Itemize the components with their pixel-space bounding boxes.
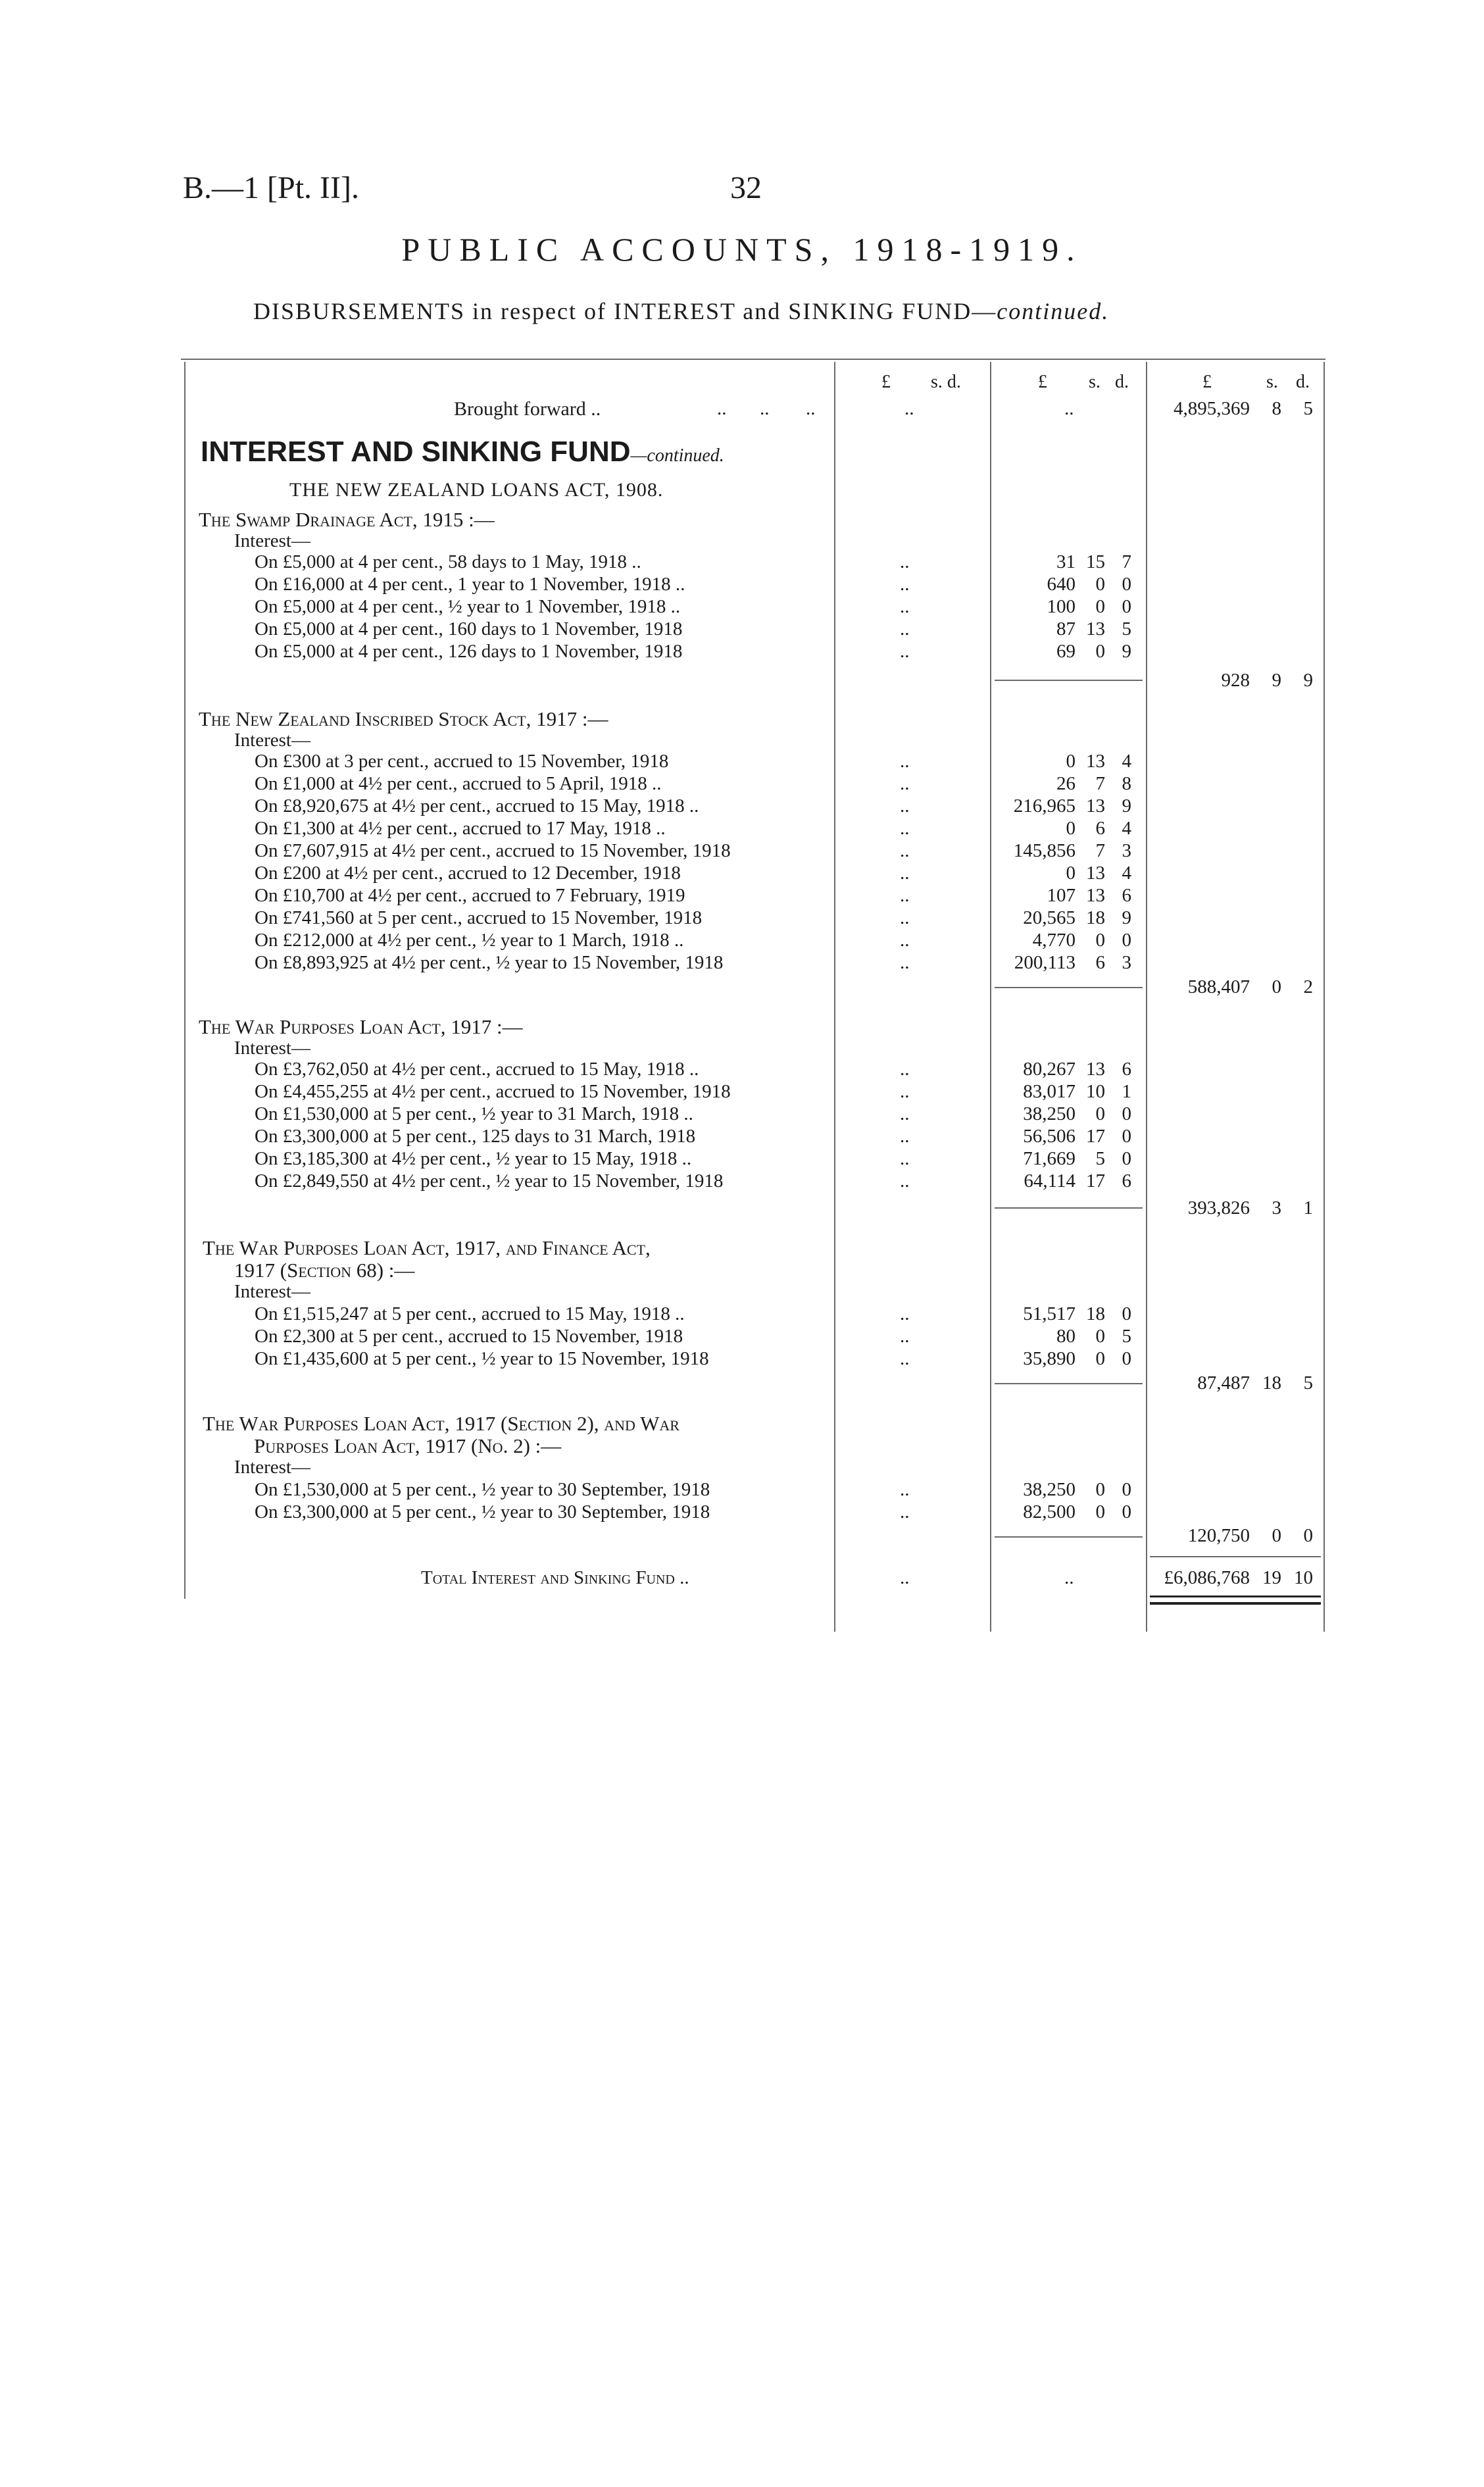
table-row [0, 1170, 1484, 1193]
brought-forward-pence: 5 [1303, 398, 1313, 419]
brought-forward-row [0, 398, 1484, 420]
group-total-shillings: 3 [1272, 1197, 1281, 1218]
row-description: On £5,000 at 4 per cent., 58 days to 1 May, 1918 .. [255, 551, 641, 572]
row-pence: 0 [1122, 1479, 1131, 1500]
row-shillings: 0 [1095, 930, 1105, 951]
group-total-pounds: 87,487 [1197, 1372, 1250, 1394]
brought-forward-dots: .. [760, 398, 770, 419]
row-pounds: 56,506 [1023, 1126, 1076, 1147]
row-pounds: 51,517 [1023, 1303, 1076, 1324]
table-row [0, 952, 1484, 974]
row-shillings: 6 [1095, 818, 1105, 839]
table-row [0, 1059, 1484, 1081]
group-heading: The War Purposes Loan Act, 1917 (Section 2), and War [203, 1412, 680, 1435]
table-row [0, 885, 1484, 907]
row-dots: .. [900, 1059, 910, 1080]
row-pence: 0 [1122, 1348, 1131, 1369]
row-shillings: 7 [1095, 773, 1105, 794]
row-dots: .. [900, 574, 910, 595]
group-heading: The Swamp Drainage Act, 1915 :— [199, 508, 495, 531]
table-row [0, 574, 1484, 596]
row-description: On £2,849,550 at 4½ per cent., ½ year to 15 November, 1918 [255, 1170, 724, 1192]
row-shillings: 0 [1095, 1348, 1105, 1369]
group-total-pence: 2 [1303, 976, 1313, 997]
row-description: On £1,435,600 at 5 per cent., ½ year to 15 November, 1918 [255, 1348, 709, 1369]
row-dots: .. [900, 1126, 910, 1147]
section-heading [201, 436, 724, 468]
report-reference: B.—1 [Pt. II]. [183, 170, 359, 205]
row-dots: .. [900, 1303, 910, 1324]
table-row [0, 641, 1484, 663]
row-description: On £3,300,000 at 5 per cent., ½ year to 30 September, 1918 [255, 1501, 710, 1522]
row-description: On £3,185,300 at 4½ per cent., ½ year to 15 May, 1918 .. [255, 1148, 692, 1169]
col2-dots: .. [1064, 1567, 1074, 1588]
row-pounds: 0 [1066, 863, 1076, 884]
row-pounds: 38,250 [1023, 1479, 1076, 1500]
row-pounds: 31 [1056, 551, 1076, 572]
row-description: On £212,000 at 4½ per cent., ½ year to 1 March, 1918 .. [255, 930, 684, 951]
row-shillings: 6 [1095, 952, 1105, 973]
row-pence: 0 [1122, 1126, 1131, 1147]
row-shillings: 10 [1086, 1081, 1105, 1102]
row-description: On £8,920,675 at 4½ per cent., accrued to 15 May, 1918 .. [255, 795, 699, 816]
row-pounds: 640 [1047, 574, 1076, 595]
table-row [0, 840, 1484, 863]
table-row [0, 551, 1484, 574]
table-row [0, 795, 1484, 818]
grand-total-label: Total Interest and Sinking Fund .. [421, 1567, 689, 1588]
row-pence: 7 [1122, 551, 1131, 572]
row-description: On £200 at 4½ per cent., accrued to 12 December, 1918 [255, 863, 681, 884]
double-rule-bottom [1150, 1602, 1321, 1605]
col1-dots: .. [900, 1567, 910, 1588]
row-pence: 0 [1122, 1303, 1131, 1324]
group-total-pounds: 120,750 [1187, 1525, 1250, 1546]
row-pounds: 216,965 [1013, 795, 1076, 816]
row-shillings: 13 [1086, 618, 1105, 640]
row-shillings: 0 [1095, 641, 1105, 662]
group-total-pounds: 588,407 [1187, 976, 1250, 997]
row-dots: .. [900, 641, 910, 662]
group-total-pounds: 393,826 [1187, 1197, 1250, 1218]
act-heading: THE NEW ZEALAND LOANS ACT, 1908. [289, 479, 664, 501]
group-heading: The New Zealand Inscribed Stock Act, 1917 :— [199, 707, 608, 730]
col2-dots: .. [1064, 398, 1074, 419]
col1-sd-head: s. d. [931, 372, 961, 392]
interest-label: Interest— [234, 1457, 310, 1478]
row-description: On £10,700 at 4½ per cent., accrued to 7 February, 1919 [255, 885, 685, 906]
row-dots: .. [900, 1326, 910, 1347]
row-dots: .. [900, 952, 910, 973]
double-rule-top [1150, 1595, 1321, 1597]
row-pounds: 0 [1066, 751, 1076, 772]
row-dots: .. [900, 1170, 910, 1192]
row-pounds: 80 [1056, 1326, 1076, 1347]
row-description: On £5,000 at 4 per cent., ½ year to 1 November, 1918 .. [255, 596, 681, 617]
row-shillings: 0 [1095, 574, 1105, 595]
section-title: INTEREST AND SINKING FUND [201, 436, 631, 468]
row-dots: .. [900, 818, 910, 839]
subtitle-main: DISBURSEMENTS in respect of INTEREST and SINKING FUND— [253, 298, 997, 324]
section-continued: —continued. [630, 445, 724, 466]
group-total-shillings: 18 [1262, 1372, 1281, 1394]
row-shillings: 5 [1095, 1148, 1105, 1169]
group-total-pounds: 928 [1221, 670, 1250, 691]
row-shillings: 0 [1095, 1326, 1105, 1347]
row-pounds: 100 [1047, 596, 1076, 617]
row-pence: 0 [1122, 930, 1131, 951]
table-row [0, 930, 1484, 952]
col3-pound-head: £ [1202, 372, 1212, 392]
row-pounds: 87 [1056, 618, 1076, 640]
row-description: On £3,300,000 at 5 per cent., 125 days to 31 March, 1918 [255, 1126, 696, 1147]
row-pence: 9 [1122, 907, 1131, 928]
col3-d-head: d. [1296, 372, 1310, 392]
group-total-pence: 1 [1303, 1197, 1313, 1218]
interest-label: Interest— [234, 530, 310, 551]
row-description: On £1,515,247 at 5 per cent., accrued to 15 May, 1918 .. [255, 1303, 685, 1324]
row-shillings: 15 [1086, 551, 1105, 572]
row-pence: 0 [1122, 596, 1131, 617]
row-shillings: 17 [1086, 1126, 1105, 1147]
row-dots: .. [900, 773, 910, 794]
row-dots: .. [900, 1148, 910, 1169]
col3-s-head: s. [1266, 372, 1278, 392]
total-rule [1150, 1556, 1321, 1557]
brought-forward-shillings: 8 [1272, 398, 1281, 419]
brought-forward-label: Brought forward .. [454, 398, 601, 420]
row-shillings: 0 [1095, 596, 1105, 617]
group-total-shillings: 9 [1272, 670, 1281, 691]
row-pence: 9 [1122, 641, 1131, 662]
group-heading: The War Purposes Loan Act, 1917 :— [199, 1015, 523, 1038]
col2-d-head: d. [1115, 372, 1129, 392]
row-shillings: 17 [1086, 1170, 1105, 1192]
row-pounds: 26 [1056, 773, 1076, 794]
table-row [0, 1479, 1484, 1501]
row-pence: 0 [1122, 1103, 1131, 1124]
table-row [0, 818, 1484, 840]
row-pence: 3 [1122, 952, 1131, 973]
row-dots: .. [900, 551, 910, 572]
row-shillings: 13 [1086, 795, 1105, 816]
brought-forward-dots: .. [806, 398, 816, 419]
group-total-pence: 0 [1303, 1525, 1313, 1546]
row-description: On £8,893,925 at 4½ per cent., ½ year to 15 November, 1918 [255, 952, 724, 973]
row-shillings: 0 [1095, 1501, 1105, 1522]
interest-label: Interest— [234, 730, 310, 751]
table-row [0, 596, 1484, 618]
table-row [0, 618, 1484, 641]
row-description: On £300 at 3 per cent., accrued to 15 November, 1918 [255, 751, 669, 772]
subtitle-continued: continued. [997, 298, 1110, 324]
row-dots: .. [900, 863, 910, 884]
row-dots: .. [900, 1103, 910, 1124]
row-description: On £1,300 at 4½ per cent., accrued to 17 May, 1918 .. [255, 818, 666, 839]
col2-pound-head: £ [1038, 372, 1047, 392]
group-total-pence: 9 [1303, 670, 1313, 691]
row-pence: 5 [1122, 618, 1131, 640]
group-heading-continued: Purposes Loan Act, 1917 (No. 2) :— [254, 1434, 562, 1457]
row-shillings: 13 [1086, 751, 1105, 772]
table-row [0, 863, 1484, 885]
row-pence: 1 [1122, 1081, 1131, 1102]
group-total-row [0, 1197, 1484, 1220]
row-pence: 0 [1122, 1501, 1131, 1522]
page-title: PUBLIC ACCOUNTS, 1918-1919. [401, 231, 1083, 268]
row-description: On £5,000 at 4 per cent., 126 days to 1 November, 1918 [255, 641, 683, 662]
grand-total-shillings: 19 [1262, 1567, 1281, 1588]
row-dots: .. [900, 1081, 910, 1102]
page-subtitle [253, 297, 1109, 325]
row-pounds: 82,500 [1023, 1501, 1076, 1522]
row-pence: 9 [1122, 795, 1131, 816]
row-dots: .. [900, 618, 910, 640]
row-dots: .. [900, 596, 910, 617]
group-heading-continued: 1917 (Section 68) :— [234, 1259, 415, 1282]
brought-forward-dots: .. [717, 398, 727, 419]
row-dots: .. [900, 1501, 910, 1522]
row-description: On £5,000 at 4 per cent., 160 days to 1 November, 1918 [255, 618, 683, 640]
table-row [0, 751, 1484, 773]
col1-pound-head: £ [881, 372, 891, 392]
group-total-pence: 5 [1303, 1372, 1313, 1394]
row-description: On £3,762,050 at 4½ per cent., accrued to 15 May, 1918 .. [255, 1059, 699, 1080]
row-dots: .. [900, 1348, 910, 1369]
row-dots: .. [900, 795, 910, 816]
row-pounds: 107 [1047, 885, 1076, 906]
grand-total-pounds: £6,086,768 [1164, 1567, 1250, 1588]
table-row [0, 1081, 1484, 1103]
table-top-rule [181, 359, 1325, 360]
row-pence: 4 [1122, 751, 1131, 772]
group-total-shillings: 0 [1272, 1525, 1281, 1546]
row-pounds: 38,250 [1023, 1103, 1076, 1124]
row-pence: 5 [1122, 1326, 1131, 1347]
row-shillings: 18 [1086, 907, 1105, 928]
table-row [0, 1326, 1484, 1348]
table-row [0, 907, 1484, 930]
col2-s-head: s. [1089, 372, 1101, 392]
row-description: On £2,300 at 5 per cent., accrued to 15 November, 1918 [255, 1326, 683, 1347]
grand-total-pence: 10 [1294, 1567, 1313, 1588]
row-dots: .. [900, 885, 910, 906]
row-description: On £741,560 at 5 per cent., accrued to 15 November, 1918 [255, 907, 703, 928]
row-pence: 0 [1122, 574, 1131, 595]
row-pounds: 64,114 [1024, 1170, 1076, 1192]
grand-total-row [0, 1567, 1484, 1590]
row-pounds: 0 [1066, 818, 1076, 839]
table-row [0, 1303, 1484, 1326]
table-row [0, 1501, 1484, 1524]
row-shillings: 7 [1095, 840, 1105, 861]
row-description: On £1,530,000 at 5 per cent., ½ year to 31 March, 1918 .. [255, 1103, 693, 1124]
group-heading: The War Purposes Loan Act, 1917, and Finance Act, [203, 1236, 651, 1259]
table-row [0, 773, 1484, 795]
row-shillings: 13 [1086, 863, 1105, 884]
group-total-row [0, 670, 1484, 692]
row-pounds: 83,017 [1023, 1081, 1076, 1102]
interest-label: Interest— [234, 1038, 310, 1059]
row-pounds: 69 [1056, 641, 1076, 662]
row-pence: 6 [1122, 885, 1131, 906]
brought-forward-pounds: 4,895,369 [1174, 398, 1250, 419]
row-dots: .. [900, 751, 910, 772]
row-pounds: 4,770 [1032, 930, 1076, 951]
row-shillings: 0 [1095, 1479, 1105, 1500]
row-pounds: 35,890 [1023, 1348, 1076, 1369]
row-pounds: 80,267 [1023, 1059, 1076, 1080]
row-shillings: 13 [1086, 1059, 1105, 1080]
row-dots: .. [900, 907, 910, 928]
row-description: On £1,530,000 at 5 per cent., ½ year to 30 September, 1918 [255, 1479, 710, 1500]
group-total-row [0, 1525, 1484, 1547]
row-pence: 4 [1122, 818, 1131, 839]
row-pounds: 200,113 [1014, 952, 1076, 973]
group-total-shillings: 0 [1272, 976, 1281, 997]
row-description: On £1,000 at 4½ per cent., accrued to 5 April, 1918 .. [255, 773, 662, 794]
row-dots: .. [900, 840, 910, 861]
group-total-row [0, 976, 1484, 999]
row-description: On £4,455,255 at 4½ per cent., accrued to 15 November, 1918 [255, 1081, 731, 1102]
row-pence: 4 [1122, 863, 1131, 884]
page-number: 32 [730, 170, 762, 205]
row-description: On £16,000 at 4 per cent., 1 year to 1 November, 1918 .. [255, 574, 685, 595]
row-pounds: 71,669 [1023, 1148, 1076, 1169]
row-pounds: 145,856 [1013, 840, 1076, 861]
table-row [0, 1126, 1484, 1148]
row-dots: .. [900, 1479, 910, 1500]
table-row [0, 1148, 1484, 1170]
interest-label: Interest— [234, 1281, 310, 1302]
row-pence: 8 [1122, 773, 1131, 794]
row-shillings: 0 [1095, 1103, 1105, 1124]
row-shillings: 13 [1086, 885, 1105, 906]
row-pence: 6 [1122, 1059, 1131, 1080]
row-shillings: 18 [1086, 1303, 1105, 1324]
row-pounds: 20,565 [1023, 907, 1076, 928]
row-pence: 0 [1122, 1148, 1131, 1169]
col1-dots: .. [904, 398, 914, 419]
row-pence: 6 [1122, 1170, 1131, 1192]
row-description: On £7,607,915 at 4½ per cent., accrued to 15 November, 1918 [255, 840, 731, 861]
row-dots: .. [900, 930, 910, 951]
table-row [0, 1348, 1484, 1370]
group-total-row [0, 1372, 1484, 1395]
row-pence: 3 [1122, 840, 1131, 861]
table-row [0, 1103, 1484, 1126]
